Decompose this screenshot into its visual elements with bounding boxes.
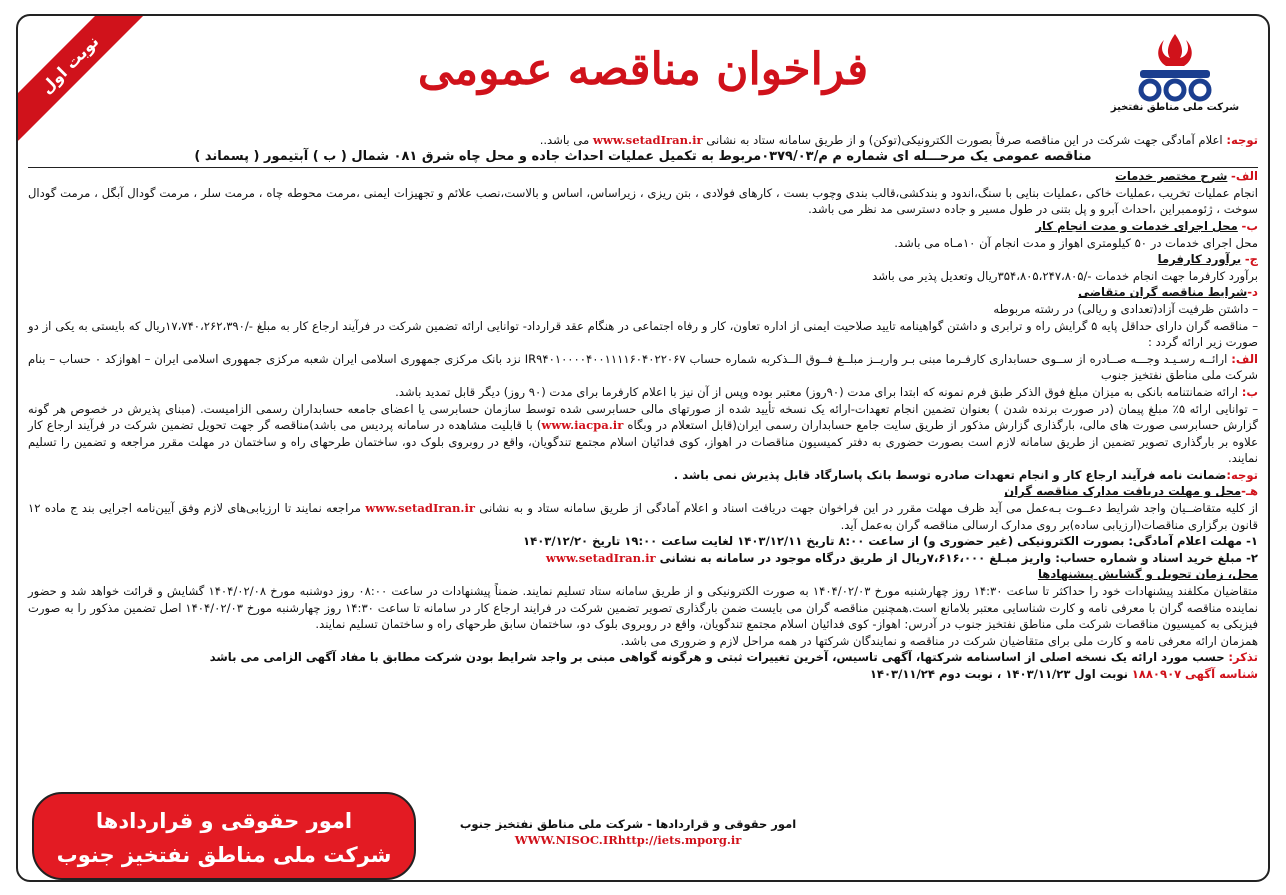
section-a-label: الف- [1231,169,1258,184]
reminder-label: تذکر: [1228,650,1258,665]
reminder-text: حسب مورد ارائه یک نسخه اصلی از اساسنامه شرکتها، آگهی تاسیس، آخرین تغییرات ثبتی و هرگونه گواهی مبنی بر واجد شرایط بودن شرکت مطابق با مفاد آگهی الزامی می باشد [209,650,1225,665]
notice-label: توجه: [1226,133,1258,147]
alef-text: ارائــه رسـیـد وجـــه صــادره از ســوی حسابداری کارفـرما مبنی بـر واریــز مبلــغ فــوق الــذکربه شماره حساب IR۹۴۰۱۰۰۰۰۴۰۰۱۱۱۱۶۰۴۰۲۲۰۶۷ نزد بانک مرکزی جمهوری اسلامی ایران شعبه مرکزی جمهوری اسلامی ایران – اهوازکد ۰ حساب – بنام شرکت ملی مناطق نفتخیز جنوب [28,351,1258,383]
section-d-label: د- [1247,285,1258,300]
d3-text-b: ) با قابلیت مشاهده در سامانه پردیس می باشد)مناقصه گر جهت تحویل تضمین شرکت در فرآیند ارجاع کار علاوه بر بارگذاری تصویر تضمین از طریق سامانه لازم است بصورت حضوری به دفتر کمیسیون مناقصات در اهواز، کوی فدائیان اسلام مجتمع تندگویان، واقع در روبروی بلوک دو، ساختمان طرحهای راه و ساختمان در مهلت مقرر مراجعه و تضمین را تسلیم نمایند. [28,418,1258,466]
tender-notice [16,14,1270,882]
section-a-title: شرح مختصر خدمات [1115,169,1228,184]
section-c-title: برآورد کارفرما [1157,252,1242,267]
section-h-heading [28,483,1258,500]
notice-text-a: اعلام آمادگی جهت شرکت در این مناقصه صرفاً بصورت الکترونیکی(توکن) و از طریق سامانه ستاد به نشانی [706,133,1223,147]
first-round-ribbon: نوبت اول [16,14,146,141]
be-text: ارائه ضمانتنامه بانکی به میزان مبلغ فوق الذکر طبق فرم نمونه که ابتدا برای مدت (۹۰روز) معتبر بوده وپس از آن نیز با اعلام کارفرما برای مدت (۹۰ روز) دیگر قابل تمدید باشد. [395,384,1239,399]
section-d-item-1: – داشتن ظرفیت آزاد(تعدادی و ریالی) در رشته مربوطه [993,301,1258,316]
h-text-b: مراجعه نمایند تا ارزیابی‌های لازم وفق آیین‌نامه اجرایی بند ج ماده ۱۲ قانون برگزاری مناقصات(ارزیابی ساده)بر روی مدارک ارسالی مناقصه گران به‌عمل آید. [28,501,1258,532]
section-v-text-2: همزمان ارائه معرفی نامه و کارت ملی برای متقاضیان شرکت در مناقصه و نمایندگان شرکتها در همه مراحل لازم و ضروری می باشد. [620,633,1258,648]
section-c-label: ج- [1244,252,1258,267]
notice-id-value: ۱۸۸۰۹۰۷ [1131,667,1182,681]
section-d-item-3 [28,401,1258,467]
section-v-text-1: متقاضیان مکلفند پیشنهادات خود را حداکثر تا ساعت ۱۴:۳۰ روز چهارشنبه مورخ ۱۴۰۴/۰۲/۰۳ به صورت الکترونیکی و از طریق سامانه ستاد تسلیم نمایند. ضمناً پیشنهادات در ساعت ۰۸:۰۰ روز دوشنبه مورخ ۱۴۰۴/۰۲/۰۸ گشایش و قرائت خواهد شد و حضور نماینده مناقصه گران با معرفی نامه و کارت شناسایی معتبر بلامانع است.همچنین مناقصه گران می بایست ضمن بارگذاری تصویر تضمین شرکت در فرایند ارجاع کار در سامانه تا ساعت ۱۴:۳۰ روز چهارشنبه مورخ ۱۴۰۴/۰۲/۰۳ اصل تضمین مذکور را به صورت فیزیکی به کمیسیون مناقصات شرکت ملی مناطق نفتخیز جنوب در آدرس: اهواز- کوی فدائیان اسلام مجتمع تندگویان، واقع در روبروی بلوک دو، ساختمان سابق طرحهای راه و ساختمان تسلیم نمایند. [28,584,1259,632]
guarantee-option-be [28,384,1258,401]
notice-dates: نوبت اول ۱۴۰۳/۱۱/۲۳ ، نوبت دوم ۱۴۰۳/۱۱/۲۴ [869,667,1129,681]
guarantee-option-alef [28,351,1258,384]
d3-text-a: – توانایی ارائه ۵٪ مبلغ پیمان (در صورت برنده شدن ) بعنوان تضمین انجام تعهدات-ارائه یک نسخه تأیید شده از صورتهای مالی حسابرسی شده توسط سازمان حسابرسی یا اعضای جامعه حسابداران رسمی الزامیست. (مبنای پذیرش در خصوص هر گونه گزارش حسابرسی صورت های مالی، بارگذاری گزارش مذکور از طریق سایت جامع حسابداران رسمی ایران(قابل استعلام در وبگاه [28,401,1258,433]
section-b-title: محل اجرای خدمات و مدت انجام کار [1035,218,1238,233]
section-d-title: شرایط مناقصه گران متقاضی [1078,285,1248,300]
note-2-label: توجه: [1226,467,1258,482]
setad-link-2[interactable]: www.setadIran.ir [365,501,475,516]
section-a-text: انجام عملیات تخریب ،عملیات خاکی ،عملیات بنایی با سنگ،اندود و بندکشی،قالب بندی وچوب بست ، کارهای فولادی ، بتن ریزی ، زیراساس، اساس و بالاست،نصب علائم و تجهیزات ایمنی ،مرمت محوطه چاه ، مرمت سلر ، مرمت گودال آبگل ، مرمت گودال سوخت ، ژئوممبراین ،احداث آبرو و پل بتنی در طول مسیر و جاده دسترسی مد نظر می باشد. [28,185,1258,217]
setad-link[interactable]: www.setadIran.ir [592,133,703,147]
be-label: ب: [1241,384,1258,399]
department-badge [32,792,416,880]
department-name: امور حقوقی و قراردادها [95,809,353,833]
notice-id-line [28,666,1258,683]
section-b-text: محل اجرای خدمات در ۵۰ کیلومتری اهواز و مدت انجام آن ۱۰مـاه می باشد. [894,235,1258,250]
notice-title: فراخوان مناقصه عمومی [417,44,869,95]
note-2 [28,467,1258,484]
notice-header [18,16,1268,132]
section-h-text [28,500,1258,533]
section-a-heading [28,168,1258,185]
company-name: شرکت ملی مناطق نفتخیز جنوب [56,843,392,867]
section-h-item-1: ۱- مهلت اعلام آمادگی: بصورت الکترونیکی (غیر حضوری و) از ساعت ۸:۰۰ تاریخ ۱۴۰۳/۱۲/۱۱ لغایت ساعت ۱۹:۰۰ تاریخ ۱۴۰۳/۱۲/۲۰ [523,534,1258,549]
h2-text: ۲- مبلغ خرید اسناد و شماره حساب: واریز مبـلغ ۷،۶۱۶،۰۰۰ریال از طریق درگاه موجود در سامانه به نشانی [659,550,1258,565]
section-h-title: محل و مهلت دریافت مدارک مناقصه گران [1004,484,1242,499]
alef-label: الف: [1231,351,1259,366]
notice-text-b: می باشد.. [539,133,590,147]
setad-link-3[interactable]: www.setadIran.ir [545,550,656,565]
section-c-heading [28,251,1258,268]
section-b-label: ب- [1241,218,1258,233]
tender-subtitle: مناقصه عمومی یک مرحـــله ای شماره م م/۰۳۷۹/۰۳مربوط به تکمیل عملیات احداث جاده و محل چاه شرق ۰۸۱ شمال ( ب ) آبتیمور ( پسماند ) [28,149,1258,169]
section-v-title: محل، زمان تحویل و گشایش پیشنهادها [1037,567,1258,582]
logo-caption: شرکت ملی مناطق نفتخیز [1110,102,1240,113]
section-h-item-2 [28,550,1258,567]
section-c-text: برآورد کارفرما جهت انجام خدمات -/۳۵۴،۸۰۵،۲۴۷،۸۰۵ریال وتعدیل پذیر می باشد [872,268,1258,283]
section-h-label: هـ- [1241,484,1258,499]
h-text-a: از کلیه متقاضــیان واجد شرایط دعــوت بـه‌عمل می آید ظرف مهلت مقرر در این فراخوان جهت دریافت اسناد و اعلام آمادگی از طریق سامانه ستاد و به نشانی [479,501,1259,516]
section-v-heading [28,566,1258,583]
footer-line-1: امور حقوقی و قراردادها - شرکت ملی مناطق نفتخیز جنوب [459,817,797,831]
reminder [28,649,1258,666]
iacpa-link[interactable]: www.iacpa.ir [541,418,624,433]
notice-id-label: شناسه آگهی [1184,667,1258,681]
footer-contact [418,816,838,848]
section-d-heading [28,284,1258,301]
notice-line [28,132,1258,149]
notice-body [28,132,1258,683]
section-d-item-2: – مناقصه گران دارای حداقل پایه ۵ گرایش راه و ترابری و داشتن گواهینامه تایید صلاحیت ایمنی از اداره تعاون، کار و رفاه اجتماعی در هنگام عقد قرارداد- توانایی ارائه تضمین شرکت در فرآیند ارجاع کار به مبلغ -/۱۷،۷۴۰،۲۶۲،۳۹۰ریال که بایستی به یکی از دو صورت زیر ارائه گردد : [28,318,1258,350]
note-2-text: ضمانت نامه فرآیند ارجاع کار و انجام تعهدات صادره توسط بانک پاسارگاد قابل پذیرش نمی باشد . [673,467,1227,482]
section-b-heading [28,218,1258,235]
footer-links[interactable]: WWW.NISOC.IRhttp://iets.mporg.ir [514,833,742,847]
